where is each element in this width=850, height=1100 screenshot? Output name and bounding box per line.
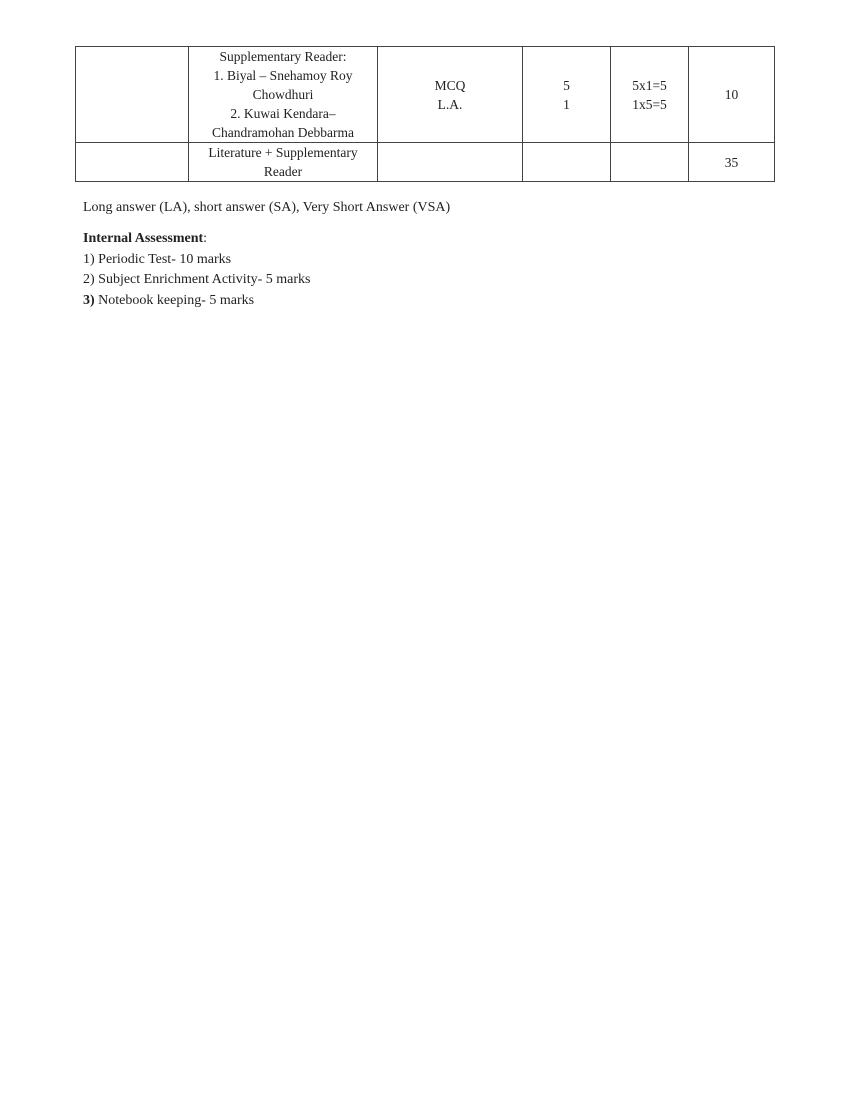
table-row: [76, 143, 775, 182]
cell-line: L.A.: [437, 96, 463, 112]
table-cell-question-type: [378, 47, 523, 143]
heading-colon: :: [203, 231, 208, 246]
item-text: Notebook keeping- 5 marks: [98, 292, 255, 308]
list-item: [83, 291, 310, 312]
table-cell-content: [189, 143, 378, 182]
cell-line: 10: [724, 87, 739, 102]
section-heading: Internal Assessment: [83, 231, 204, 246]
table-cell-content: [189, 47, 378, 143]
item-text: Subject Enrichment Activity- 5 marks: [98, 272, 311, 287]
internal-assessment-section: [83, 229, 310, 311]
table-cell-total: [689, 47, 775, 143]
cell-line: 5: [563, 77, 570, 93]
cell-line: Chandramohan Debbarma: [211, 125, 355, 140]
item-number: 1): [83, 251, 95, 267]
marks-distribution-table: [75, 46, 775, 182]
abbreviation-legend: Long answer (LA), short answer (SA), Very Short Answer (VSA): [83, 200, 451, 215]
cell-line: Supplementary Reader:: [219, 49, 347, 64]
cell-line: 1. Biyal – Snehamoy Roy: [213, 68, 353, 83]
item-text: Periodic Test- 10 marks: [98, 251, 232, 267]
cell-line: Reader: [263, 164, 303, 179]
table-cell-empty: [76, 47, 189, 143]
list-item: [83, 250, 310, 271]
table-cell-total: [689, 143, 775, 182]
cell-line: 1: [563, 96, 570, 112]
cell-line: 2. Kuwai Kendara–: [230, 106, 336, 121]
cell-line: 1x5=5: [632, 96, 667, 112]
cell-line: 5x1=5: [632, 77, 667, 93]
table-cell-count: [523, 47, 611, 143]
internal-assessment-title: [83, 229, 310, 250]
table-cell-calculation: [611, 47, 689, 143]
table-cell-empty: [523, 143, 611, 182]
cell-line: MCQ: [434, 77, 466, 93]
table-cell-empty: [76, 143, 189, 182]
table-cell-empty: [611, 143, 689, 182]
cell-line: Chowdhuri: [252, 87, 314, 102]
item-number: 2): [83, 272, 95, 287]
cell-line: Literature + Supplementary: [208, 145, 358, 160]
item-number: 3): [83, 292, 95, 308]
list-item: [83, 270, 310, 291]
table-cell-empty: [378, 143, 523, 182]
table-row: [76, 47, 775, 143]
cell-line: 35: [724, 154, 739, 170]
